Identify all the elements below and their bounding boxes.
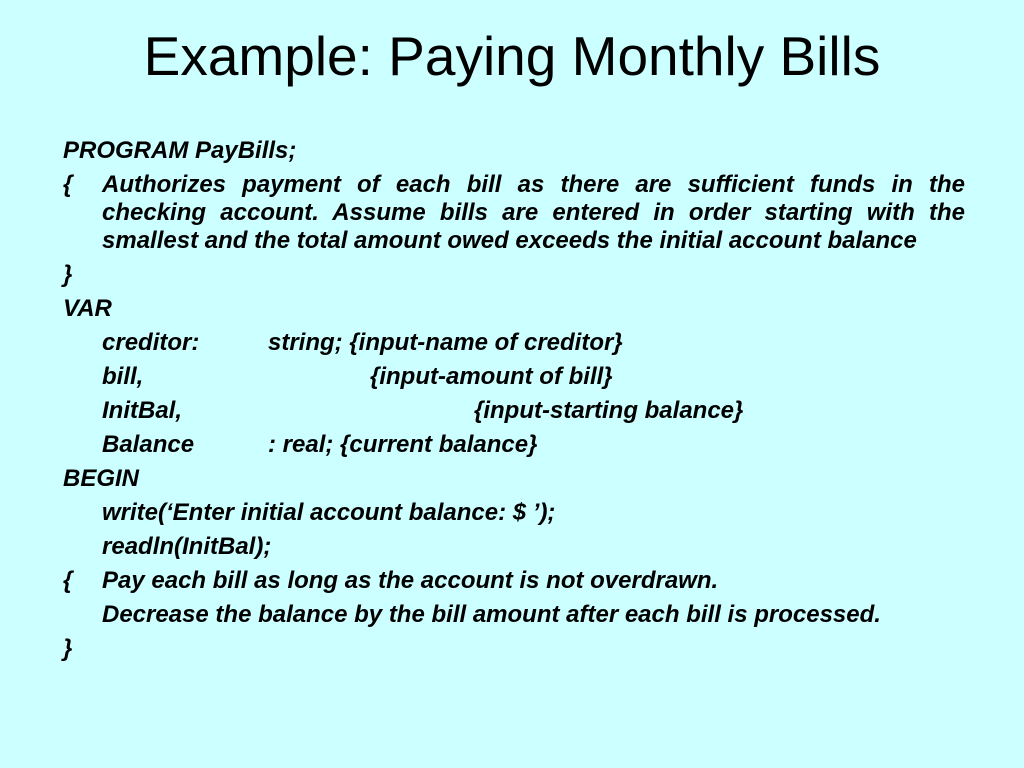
comment-text: Authorizes payment of each bill as there are sufficient funds in the checking account. Assume bills are entered in order starting with the smallest and the total amount owed exceeds the initial account balance	[102, 171, 965, 254]
comment-open-brace: {	[63, 567, 73, 594]
declaration-row	[63, 397, 965, 425]
var-keyword: VAR	[63, 295, 112, 322]
declaration-detail: : real; {current balance}	[268, 431, 538, 458]
statement-line: readln(InitBal);	[102, 533, 272, 560]
comment-close-brace: }	[63, 635, 73, 662]
declaration-detail: {input-starting balance}	[474, 397, 744, 424]
program-line: PROGRAM PayBills;	[63, 137, 297, 164]
declaration-name: Balance	[102, 431, 195, 458]
declaration-row	[63, 329, 965, 357]
comment-open-brace: {	[63, 171, 73, 198]
comment-text: Decrease the balance by the bill amount after each bill is processed.	[102, 601, 881, 628]
comment-close-brace: }	[63, 261, 73, 288]
declaration-name: creditor:	[102, 329, 200, 356]
comment-text: Pay each bill as long as the account is not overdrawn.	[102, 567, 719, 594]
declaration-detail: {input-amount of bill}	[370, 363, 613, 390]
comment-block-2-line-2	[63, 601, 965, 629]
declaration-row	[63, 363, 965, 391]
comment-block-2-line-1	[63, 567, 965, 595]
statement-line: write(‘Enter initial account balance: $ ’);	[102, 499, 556, 526]
begin-keyword: BEGIN	[63, 465, 140, 492]
declaration-name: bill,	[102, 363, 144, 390]
declaration-row	[63, 431, 965, 459]
comment-block-1	[63, 171, 965, 255]
declaration-name: InitBal,	[102, 397, 183, 424]
declaration-detail: string; {input-name of creditor}	[268, 329, 623, 356]
slide-title: Example: Paying Monthly Bills	[143, 25, 881, 87]
pseudocode-block	[63, 137, 965, 669]
